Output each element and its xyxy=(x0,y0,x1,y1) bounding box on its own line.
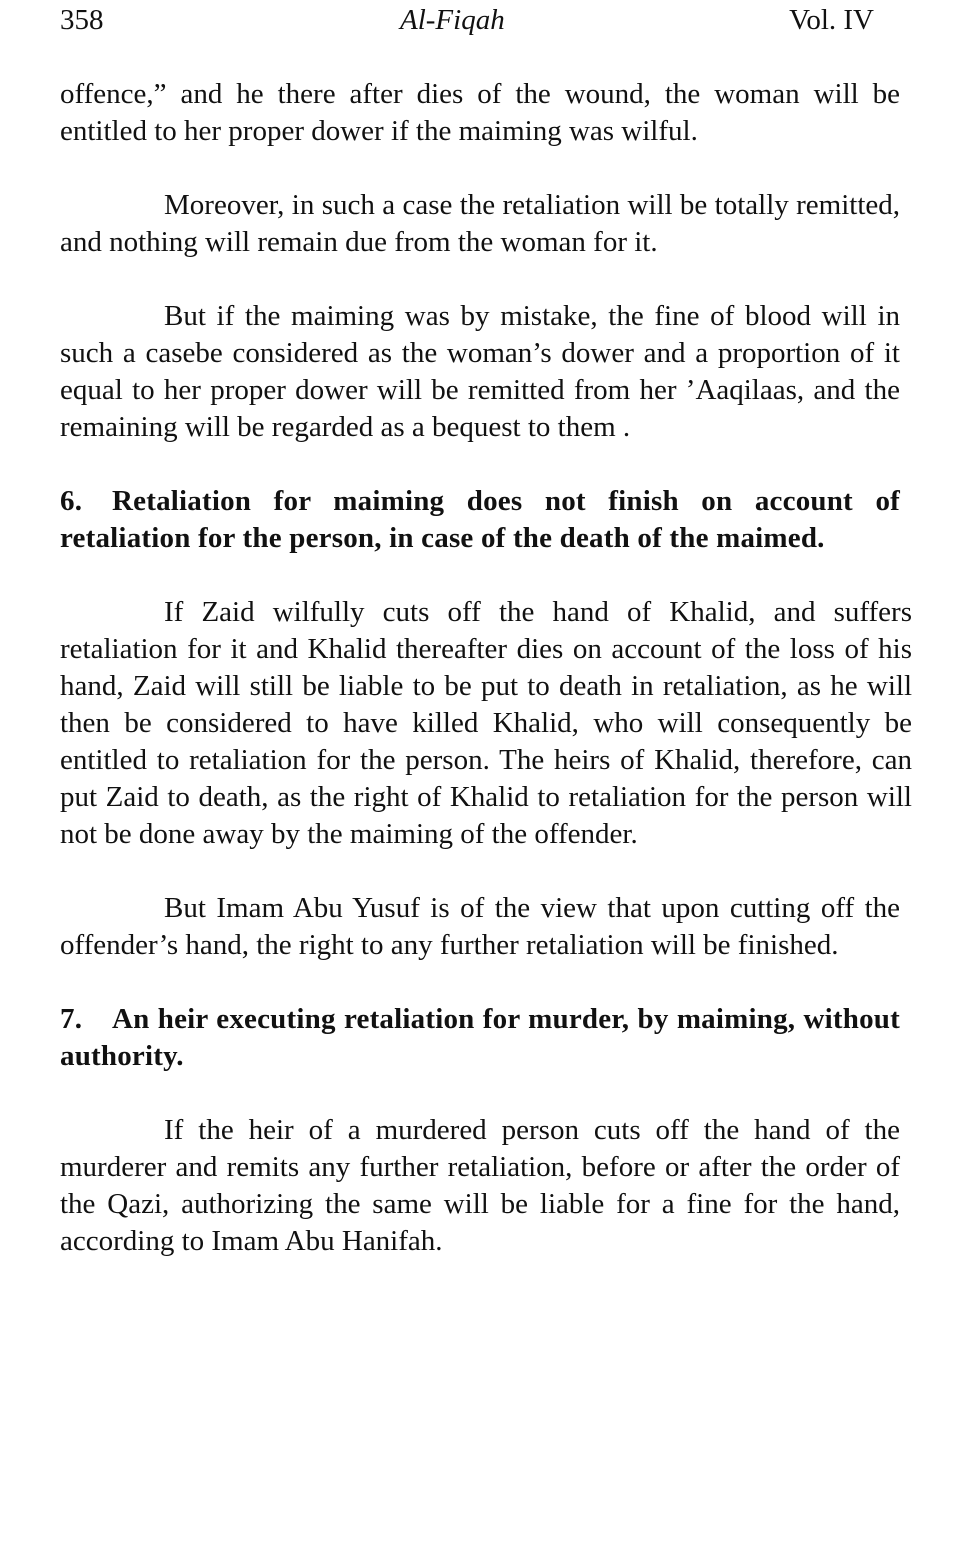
paragraph-heir-maiming: If the heir of a murdered person cuts off the hand of the murderer and remits any further retaliation, before or after the order of the Qazi, authorizing the same will be liable for a fine for the hand, according to Imam Abu Hanifah. xyxy=(60,1114,900,1257)
paragraph-mistake: But if the maiming was by mistake, the fine of blood will in such a casebe considered as the woman’s dower and a proportion of it equal to her proper dower will be remitted from her ’Aaqilaas, and the remaining will be regarded as a bequest to them . xyxy=(60,300,900,443)
running-header xyxy=(60,0,900,44)
page-number: 358 xyxy=(60,4,104,36)
section-heading-6 xyxy=(60,483,900,557)
volume-label: Vol. IV xyxy=(789,4,874,36)
paragraph-continuation: offence,” and he there after dies of the wound, the woman will be entitled to her proper dower if the maiming was wilful. xyxy=(60,78,900,147)
paragraph-zaid-khalid: If Zaid wilfully cuts off the hand of Khalid, and suffers retaliation for it and Khalid thereafter dies on account of the loss of his hand, Zaid will still be liable to be put to death in retaliation, as he will then be considered to have killed Khalid, who will consequently be entitled to retaliation for the person. The heirs of Khalid, therefore, can put Zaid to death, as the right of Khalid to retaliation for the person will not be done away by the maiming of the offender. xyxy=(60,596,912,850)
paragraph-abu-yusuf: But Imam Abu Yusuf is of the view that upon cutting off the offender’s hand, the right to any further retaliation will be finished. xyxy=(60,892,900,961)
section-title-6: Retaliation for maiming does not finish on account of retaliation for the person, in case of the death of the maimed. xyxy=(60,485,900,554)
book-page xyxy=(60,0,912,1260)
section-title-7: An heir executing retaliation for murder, by maiming, without authority. xyxy=(60,1003,900,1072)
section-number-6: 6. xyxy=(60,485,83,517)
section-number-7: 7. xyxy=(60,1003,83,1035)
body-text xyxy=(60,76,912,1260)
paragraph-remission: Moreover, in such a case the retaliation will be totally remitted, and nothing will remain due from the woman for it. xyxy=(60,189,900,258)
section-heading-7 xyxy=(60,1001,900,1075)
book-title: Al-Fiqah xyxy=(400,4,505,36)
